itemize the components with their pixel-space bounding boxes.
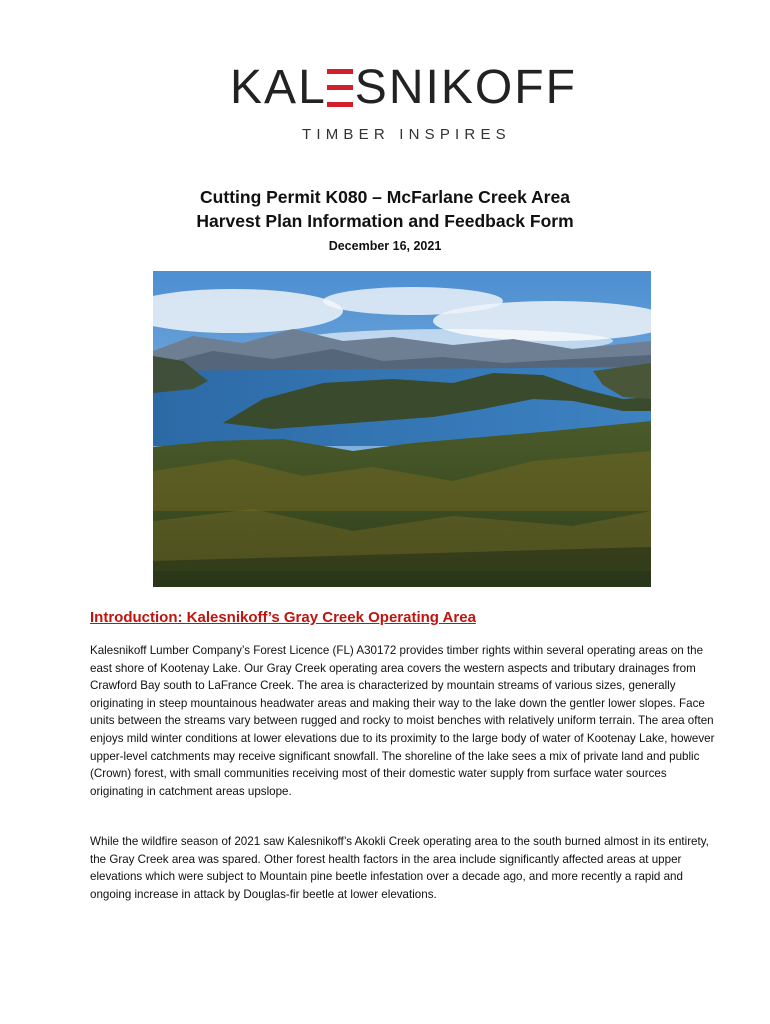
intro-paragraph-1: Kalesnikoff Lumber Company’s Forest Licence (FL) A30172 provides timber rights within several operating areas on the east shore of Kootenay Lake. Our Gray Creek operating area covers the western aspects and tributary drainages from Crawford Bay south to LaFrance Creek. The area is characterized by mountain streams of various sizes, generally originating in steep mountainous headwater areas and making their way to the lake down the gentler lower slopes. Face units between the streams vary between rugged and rocky to moist benches with relatively uniform terrain. The area often enjoys mild winter conditions at lower elevations due to its proximity to the large body of water of Kootenay Lake, however upper-level catchments may receive significant snowfall. The shoreline of the lake sees a mix of private land and public (Crown) forest, with small communities receiving most of their domestic water supply from surface water sources originating in catchment areas upslope. [90,644,715,798]
section-heading-introduction: Introduction: Kalesnikoff’s Gray Creek Operating Area [90,609,476,626]
logo-letter: A [264,61,297,114]
logo-wordmark [230,62,575,114]
logo-letter: N [388,61,424,114]
intro-paragraph-2: While the wildfire season of 2021 saw Kalesnikoff’s Akokli Creek operating area to the south burned almost in its entirety, the Gray Creek area was spared. Other forest health factors in the area include significantly affected areas at upper elevations which were subject to Mountain pine beetle infestation over a decade ago, and more recently a rapid and ongoing increase in attack by Douglas-fir beetle at lower elevations. [90,835,709,901]
document-date: December 16, 2021 [328,239,442,253]
logo-letter: S [354,61,387,114]
logo-letter: O [474,61,513,114]
lake-landscape-photo [153,271,651,587]
logo-red-e-mark [327,69,353,107]
logo-letter: I [425,61,439,114]
logo-letter: F [514,61,544,114]
document-title-line1: Cutting Permit K080 – McFarlane Creek Area [200,187,570,207]
company-logo [0,62,770,152]
logo-letter: L [298,61,325,114]
logo-letter: K [230,61,263,114]
logo-tagline: TIMBER INSPIRES [302,126,511,143]
document-title-line2: Harvest Plan Information and Feedback Form [196,211,574,231]
logo-letter: K [440,61,473,114]
document-title-block [0,185,770,253]
logo-letter: F [545,61,575,114]
